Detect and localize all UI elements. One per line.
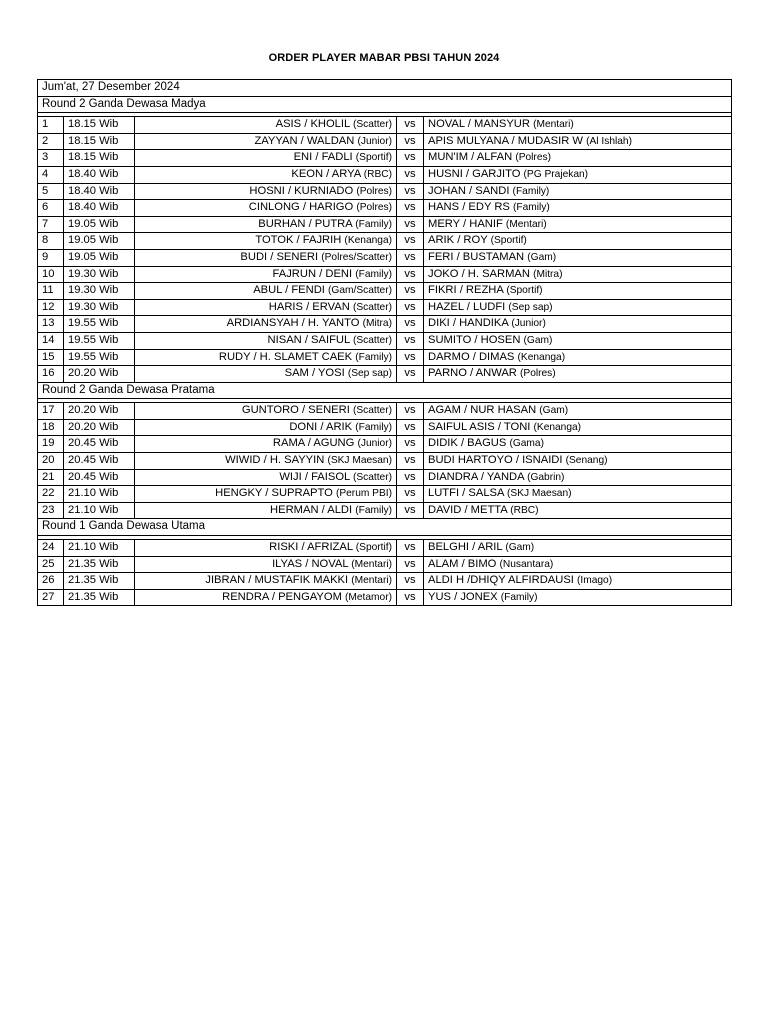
match-number: 4 bbox=[38, 166, 64, 183]
away-pair bbox=[424, 366, 732, 383]
home-club: (Sep sap) bbox=[347, 368, 392, 380]
home-pair bbox=[135, 436, 397, 453]
vs-label: vs bbox=[397, 540, 424, 557]
match-time: 19.55 Wib bbox=[64, 316, 135, 333]
away-players: SAIFUL ASIS / TONI bbox=[428, 420, 531, 433]
away-club: (SKJ Maesan) bbox=[506, 488, 572, 500]
home-club: (Sportif) bbox=[355, 152, 392, 164]
match-row bbox=[38, 419, 732, 436]
match-number: 21 bbox=[38, 469, 64, 486]
match-time: 20.45 Wib bbox=[64, 436, 135, 453]
away-pair bbox=[424, 150, 732, 167]
away-pair bbox=[424, 266, 732, 283]
match-row bbox=[38, 556, 732, 573]
home-pair bbox=[135, 589, 397, 606]
away-players: HUSNI / GARJITO bbox=[428, 167, 521, 180]
home-players: SAM / YOSI bbox=[284, 367, 345, 380]
away-players: YUS / JONEX bbox=[428, 590, 498, 603]
home-players: RISKI / AFRIZAL bbox=[269, 541, 353, 554]
away-club: (Polres) bbox=[520, 368, 556, 380]
vs-label: vs bbox=[397, 502, 424, 519]
home-players: HERMAN / ALDI bbox=[270, 503, 353, 516]
match-time: 18.40 Wib bbox=[64, 200, 135, 217]
home-club: (Mentari) bbox=[351, 558, 392, 570]
match-time: 19.55 Wib bbox=[64, 332, 135, 349]
home-club: (Scatter) bbox=[352, 119, 392, 131]
match-time: 20.20 Wib bbox=[64, 366, 135, 383]
match-row bbox=[38, 540, 732, 557]
home-club: (Polres) bbox=[356, 185, 392, 197]
match-number: 16 bbox=[38, 366, 64, 383]
away-club: (Nusantara) bbox=[499, 558, 554, 570]
match-number: 19 bbox=[38, 436, 64, 453]
away-club: (PG Prajekan) bbox=[523, 168, 589, 180]
match-row bbox=[38, 469, 732, 486]
match-number: 12 bbox=[38, 299, 64, 316]
away-players: DARMO / DIMAS bbox=[428, 350, 515, 363]
home-pair bbox=[135, 216, 397, 233]
away-players: DIKI / HANDIKA bbox=[428, 317, 509, 330]
match-row bbox=[38, 183, 732, 200]
away-players: MERY / HANIF bbox=[428, 217, 503, 230]
away-club: (Sep sap) bbox=[508, 301, 553, 313]
away-pair bbox=[424, 166, 732, 183]
away-players: DAVID / METTA bbox=[428, 503, 508, 516]
home-club: (Junior) bbox=[357, 438, 392, 450]
away-pair bbox=[424, 249, 732, 266]
home-players: HOSNI / KURNIADO bbox=[249, 184, 354, 197]
away-club: (Sportif) bbox=[506, 285, 543, 297]
vs-label: vs bbox=[397, 419, 424, 436]
away-players: HAZEL / LUDFI bbox=[428, 300, 506, 313]
vs-label: vs bbox=[397, 556, 424, 573]
home-players: FAJRUN / DENI bbox=[272, 267, 353, 280]
home-club: (Scatter) bbox=[352, 334, 392, 346]
match-row bbox=[38, 266, 732, 283]
match-row bbox=[38, 216, 732, 233]
vs-label: vs bbox=[397, 403, 424, 420]
match-time: 19.30 Wib bbox=[64, 283, 135, 300]
vs-label: vs bbox=[397, 573, 424, 590]
match-row bbox=[38, 117, 732, 134]
home-players: ABUL / FENDI bbox=[253, 284, 325, 297]
away-pair bbox=[424, 469, 732, 486]
home-players: WIJI / FAISOL bbox=[279, 470, 350, 483]
home-pair bbox=[135, 233, 397, 250]
home-pair bbox=[135, 166, 397, 183]
away-players: FIKRI / REZHA bbox=[428, 284, 504, 297]
home-club: (RBC) bbox=[363, 168, 392, 180]
vs-label: vs bbox=[397, 233, 424, 250]
away-pair bbox=[424, 403, 732, 420]
away-pair bbox=[424, 233, 732, 250]
home-players: RENDRA / PENGAYOM bbox=[222, 590, 342, 603]
section-title: Round 1 Ganda Dewasa Utama bbox=[38, 519, 732, 536]
home-club: (Gam/Scatter) bbox=[328, 285, 392, 297]
away-players: BELGHI / ARIL bbox=[428, 541, 503, 554]
schedule-table bbox=[37, 79, 732, 606]
match-number: 10 bbox=[38, 266, 64, 283]
home-pair bbox=[135, 502, 397, 519]
match-row bbox=[38, 299, 732, 316]
home-pair bbox=[135, 299, 397, 316]
home-players: CINLONG / HARIGO bbox=[248, 201, 354, 214]
document-title: ORDER PLAYER MABAR PBSI TAHUN 2024 bbox=[268, 52, 500, 64]
match-row bbox=[38, 233, 732, 250]
home-club: (Polres) bbox=[356, 202, 392, 214]
vs-label: vs bbox=[397, 216, 424, 233]
away-club: (Gabrin) bbox=[527, 471, 565, 483]
match-number: 3 bbox=[38, 150, 64, 167]
match-time: 19.05 Wib bbox=[64, 216, 135, 233]
match-time: 18.15 Wib bbox=[64, 117, 135, 134]
match-number: 6 bbox=[38, 200, 64, 217]
match-row bbox=[38, 283, 732, 300]
match-time: 20.20 Wib bbox=[64, 419, 135, 436]
home-club: (Scatter) bbox=[352, 405, 392, 417]
home-club: (Family) bbox=[355, 351, 392, 363]
away-club: (Mentari) bbox=[505, 218, 547, 230]
away-club: (Kenanga) bbox=[533, 421, 582, 433]
vs-label: vs bbox=[397, 266, 424, 283]
home-club: (SKJ Maesan) bbox=[327, 455, 392, 467]
home-club: (Junior) bbox=[357, 135, 392, 147]
match-row bbox=[38, 453, 732, 470]
home-club: (Mentari) bbox=[351, 575, 392, 587]
away-pair bbox=[424, 419, 732, 436]
match-row bbox=[38, 366, 732, 383]
match-row bbox=[38, 502, 732, 519]
match-time: 19.55 Wib bbox=[64, 349, 135, 366]
home-players: TOTOK / FAJRIH bbox=[255, 234, 342, 247]
match-time: 21.10 Wib bbox=[64, 540, 135, 557]
vs-label: vs bbox=[397, 316, 424, 333]
match-time: 21.10 Wib bbox=[64, 502, 135, 519]
match-row bbox=[38, 589, 732, 606]
match-number: 27 bbox=[38, 589, 64, 606]
home-players: DONI / ARIK bbox=[289, 420, 353, 433]
away-players: ALDI H /DHIQY ALFIRDAUSI bbox=[428, 574, 574, 587]
match-number: 23 bbox=[38, 502, 64, 519]
away-players: JOKO / H. SARMAN bbox=[428, 267, 530, 280]
away-pair bbox=[424, 436, 732, 453]
match-number: 17 bbox=[38, 403, 64, 420]
away-pair bbox=[424, 133, 732, 150]
away-club: (Sportif) bbox=[490, 235, 527, 247]
away-club: (Imago) bbox=[577, 575, 613, 587]
match-number: 5 bbox=[38, 183, 64, 200]
away-club: (Senang) bbox=[565, 455, 608, 467]
home-players: RAMA / AGUNG bbox=[272, 437, 355, 450]
vs-label: vs bbox=[397, 486, 424, 503]
match-row bbox=[38, 316, 732, 333]
match-number: 8 bbox=[38, 233, 64, 250]
date-row bbox=[38, 80, 732, 97]
home-club: (Scatter) bbox=[352, 471, 392, 483]
home-club: (Family) bbox=[355, 421, 392, 433]
match-row bbox=[38, 249, 732, 266]
match-time: 21.35 Wib bbox=[64, 589, 135, 606]
away-pair bbox=[424, 200, 732, 217]
home-pair bbox=[135, 316, 397, 333]
match-number: 15 bbox=[38, 349, 64, 366]
away-club: (Gama) bbox=[509, 438, 544, 450]
away-players: SUMITO / HOSEN bbox=[428, 333, 521, 346]
away-pair bbox=[424, 117, 732, 134]
away-club: (Family) bbox=[500, 591, 538, 603]
home-players: KEON / ARYA bbox=[291, 167, 361, 180]
match-time: 20.45 Wib bbox=[64, 469, 135, 486]
match-time: 21.35 Wib bbox=[64, 556, 135, 573]
away-club: (Family) bbox=[512, 202, 550, 214]
vs-label: vs bbox=[397, 366, 424, 383]
section-header-row bbox=[38, 382, 732, 399]
match-time: 19.30 Wib bbox=[64, 299, 135, 316]
home-club: (Mitra) bbox=[362, 318, 392, 330]
away-club: (Family) bbox=[512, 185, 550, 197]
away-club: (Mentari) bbox=[533, 119, 574, 131]
away-players: LUTFI / SALSA bbox=[428, 487, 504, 500]
home-club: (Family) bbox=[355, 504, 392, 516]
match-date: Jum'at, 27 Desember 2024 bbox=[38, 80, 732, 97]
away-pair bbox=[424, 332, 732, 349]
home-players: RUDY / H. SLAMET CAEK bbox=[218, 350, 353, 363]
match-row bbox=[38, 436, 732, 453]
home-players: BURHAN / PUTRA bbox=[258, 217, 353, 230]
away-pair bbox=[424, 573, 732, 590]
match-number: 13 bbox=[38, 316, 64, 333]
home-pair bbox=[135, 453, 397, 470]
away-club: (Gam) bbox=[505, 542, 535, 554]
match-time: 19.05 Wib bbox=[64, 249, 135, 266]
home-pair bbox=[135, 133, 397, 150]
match-time: 19.30 Wib bbox=[64, 266, 135, 283]
section-title: Round 2 Ganda Dewasa Madya bbox=[38, 96, 732, 113]
match-number: 24 bbox=[38, 540, 64, 557]
home-players: ZAYYAN / WALDAN bbox=[254, 134, 355, 147]
away-pair bbox=[424, 589, 732, 606]
home-players: GUNTORO / SENERI bbox=[241, 404, 350, 417]
vs-label: vs bbox=[397, 133, 424, 150]
away-players: DIANDRA / YANDA bbox=[428, 470, 524, 483]
section-header-row bbox=[38, 519, 732, 536]
home-players: HENGKY / SUPRAPTO bbox=[215, 487, 333, 500]
away-club: (RBC) bbox=[510, 504, 539, 516]
away-pair bbox=[424, 556, 732, 573]
home-pair bbox=[135, 540, 397, 557]
vs-label: vs bbox=[397, 283, 424, 300]
home-pair bbox=[135, 200, 397, 217]
away-pair bbox=[424, 349, 732, 366]
match-row bbox=[38, 332, 732, 349]
home-pair bbox=[135, 573, 397, 590]
away-pair bbox=[424, 486, 732, 503]
home-pair bbox=[135, 150, 397, 167]
vs-label: vs bbox=[397, 349, 424, 366]
match-time: 20.45 Wib bbox=[64, 453, 135, 470]
match-time: 19.05 Wib bbox=[64, 233, 135, 250]
away-club: (Polres) bbox=[515, 152, 551, 164]
home-club: (Scatter) bbox=[352, 301, 392, 313]
home-players: ARDIANSYAH / H. YANTO bbox=[226, 317, 360, 330]
home-pair bbox=[135, 366, 397, 383]
vs-label: vs bbox=[397, 332, 424, 349]
match-row bbox=[38, 150, 732, 167]
match-row bbox=[38, 486, 732, 503]
vs-label: vs bbox=[397, 200, 424, 217]
vs-label: vs bbox=[397, 249, 424, 266]
away-players: JOHAN / SANDI bbox=[428, 184, 510, 197]
away-pair bbox=[424, 283, 732, 300]
away-players: FERI / BUSTAMAN bbox=[428, 250, 525, 263]
away-players: MUN'IM / ALFAN bbox=[428, 151, 513, 164]
away-pair bbox=[424, 299, 732, 316]
away-players: AGAM / NUR HASAN bbox=[428, 404, 537, 417]
match-row bbox=[38, 200, 732, 217]
home-pair bbox=[135, 486, 397, 503]
home-club: (Metamor) bbox=[345, 591, 392, 603]
home-club: (Polres/Scatter) bbox=[321, 251, 392, 263]
away-players: HANS / EDY RS bbox=[428, 201, 510, 214]
vs-label: vs bbox=[397, 150, 424, 167]
match-number: 9 bbox=[38, 249, 64, 266]
away-club: (Kenanga) bbox=[517, 351, 566, 363]
home-pair bbox=[135, 266, 397, 283]
match-number: 1 bbox=[38, 117, 64, 134]
section-header-row bbox=[38, 96, 732, 113]
home-pair bbox=[135, 469, 397, 486]
home-club: (Sportif) bbox=[355, 542, 392, 554]
away-pair bbox=[424, 453, 732, 470]
away-club: (Gam) bbox=[539, 405, 569, 417]
home-pair bbox=[135, 249, 397, 266]
away-pair bbox=[424, 216, 732, 233]
away-club: (Gam) bbox=[523, 334, 553, 346]
match-row bbox=[38, 349, 732, 366]
away-players: PARNO / ANWAR bbox=[428, 367, 517, 380]
match-number: 26 bbox=[38, 573, 64, 590]
home-players: ASIS / KHOLIL bbox=[275, 118, 350, 131]
home-pair bbox=[135, 419, 397, 436]
match-number: 11 bbox=[38, 283, 64, 300]
match-number: 25 bbox=[38, 556, 64, 573]
match-time: 20.20 Wib bbox=[64, 403, 135, 420]
vs-label: vs bbox=[397, 469, 424, 486]
home-pair bbox=[135, 332, 397, 349]
home-players: NISAN / SAIFUL bbox=[267, 333, 350, 346]
vs-label: vs bbox=[397, 183, 424, 200]
match-number: 14 bbox=[38, 332, 64, 349]
home-pair bbox=[135, 403, 397, 420]
home-pair bbox=[135, 117, 397, 134]
match-time: 21.10 Wib bbox=[64, 486, 135, 503]
away-club: (Gam) bbox=[527, 251, 557, 263]
match-number: 20 bbox=[38, 453, 64, 470]
vs-label: vs bbox=[397, 299, 424, 316]
away-pair bbox=[424, 183, 732, 200]
home-players: ILYAS / NOVAL bbox=[272, 557, 349, 570]
vs-label: vs bbox=[397, 453, 424, 470]
vs-label: vs bbox=[397, 436, 424, 453]
away-players: ARIK / ROY bbox=[428, 234, 488, 247]
match-row bbox=[38, 573, 732, 590]
match-number: 7 bbox=[38, 216, 64, 233]
away-pair bbox=[424, 316, 732, 333]
home-pair bbox=[135, 183, 397, 200]
home-players: BUDI / SENERI bbox=[240, 250, 319, 263]
away-club: (Junior) bbox=[511, 318, 546, 330]
match-time: 18.40 Wib bbox=[64, 183, 135, 200]
section-title: Round 2 Ganda Dewasa Pratama bbox=[38, 382, 732, 399]
away-players: BUDI HARTOYO / ISNAIDI bbox=[428, 454, 563, 467]
match-time: 18.40 Wib bbox=[64, 166, 135, 183]
home-club: (Perum PBI) bbox=[335, 488, 392, 500]
away-club: (Al Ishlah) bbox=[586, 135, 632, 147]
match-time: 18.15 Wib bbox=[64, 150, 135, 167]
away-players: DIDIK / BAGUS bbox=[428, 437, 507, 450]
home-pair bbox=[135, 349, 397, 366]
away-players: NOVAL / MANSYUR bbox=[428, 118, 530, 131]
vs-label: vs bbox=[397, 117, 424, 134]
match-row bbox=[38, 403, 732, 420]
away-pair bbox=[424, 540, 732, 557]
home-players: WIWID / H. SAYYIN bbox=[225, 454, 325, 467]
home-pair bbox=[135, 283, 397, 300]
home-club: (Family) bbox=[355, 218, 392, 230]
match-row bbox=[38, 166, 732, 183]
away-club: (Mitra) bbox=[533, 268, 563, 280]
home-players: JIBRAN / MUSTAFIK MAKKI bbox=[205, 574, 349, 587]
home-pair bbox=[135, 556, 397, 573]
away-players: ALAM / BIMO bbox=[428, 557, 497, 570]
vs-label: vs bbox=[397, 589, 424, 606]
home-players: ENI / FADLI bbox=[293, 151, 353, 164]
vs-label: vs bbox=[397, 166, 424, 183]
match-number: 18 bbox=[38, 419, 64, 436]
away-pair bbox=[424, 502, 732, 519]
match-time: 21.35 Wib bbox=[64, 573, 135, 590]
match-number: 2 bbox=[38, 133, 64, 150]
home-players: HARIS / ERVAN bbox=[268, 300, 350, 313]
match-time: 18.15 Wib bbox=[64, 133, 135, 150]
home-club: (Kenanga) bbox=[344, 235, 392, 247]
match-number: 22 bbox=[38, 486, 64, 503]
home-club: (Family) bbox=[355, 268, 392, 280]
match-row bbox=[38, 133, 732, 150]
away-players: APIS MULYANA / MUDASIR W bbox=[428, 134, 583, 147]
